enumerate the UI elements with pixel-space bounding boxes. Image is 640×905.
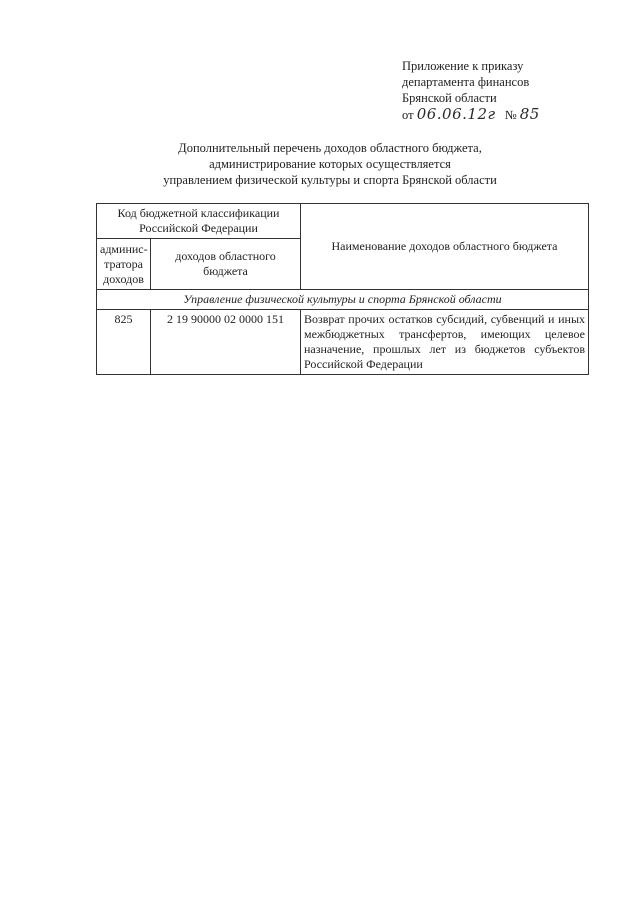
appendix-block: [402, 58, 622, 123]
section-row: [97, 290, 589, 310]
admin-code-cell: 825: [97, 310, 151, 375]
number-prefix: №: [504, 108, 517, 122]
document-title: [100, 140, 560, 188]
header-admin: админис-тратора доходов: [97, 239, 151, 290]
table-row: [97, 310, 589, 375]
appendix-date-line: [402, 106, 622, 123]
appendix-line-2: департамента финансов: [402, 75, 530, 89]
appendix-line-3: Брянской области: [402, 91, 497, 105]
date-prefix: от: [402, 108, 414, 122]
income-table: [96, 203, 589, 375]
table-header-row: [97, 204, 589, 239]
income-name-cell: Возврат прочих остатков субсидий, субвенций и иных межбюджетных трансфертов, имеющих целевое назначение, прошлых лет из бюджетов субъектов Российской Федерации: [301, 310, 589, 375]
header-kbk: Код бюджетной классификации Российской Федерации: [97, 204, 301, 239]
handwritten-number: 85: [519, 105, 540, 123]
income-code-cell: 2 19 90000 02 0000 151: [151, 310, 301, 375]
section-title: Управление физической культуры и спорта Брянской области: [97, 290, 589, 310]
appendix-line-1: Приложение к приказу: [402, 59, 524, 73]
title-line-1: Дополнительный перечень доходов областного бюджета,: [178, 141, 482, 155]
handwritten-date: 06.06.12г: [416, 105, 496, 123]
header-name: Наименование доходов областного бюджета: [301, 204, 589, 290]
title-line-3: управлением физической культуры и спорта Брянской области: [163, 173, 497, 187]
title-line-2: администрирование которых осуществляется: [209, 157, 451, 171]
header-income: доходов областного бюджета: [151, 239, 301, 290]
